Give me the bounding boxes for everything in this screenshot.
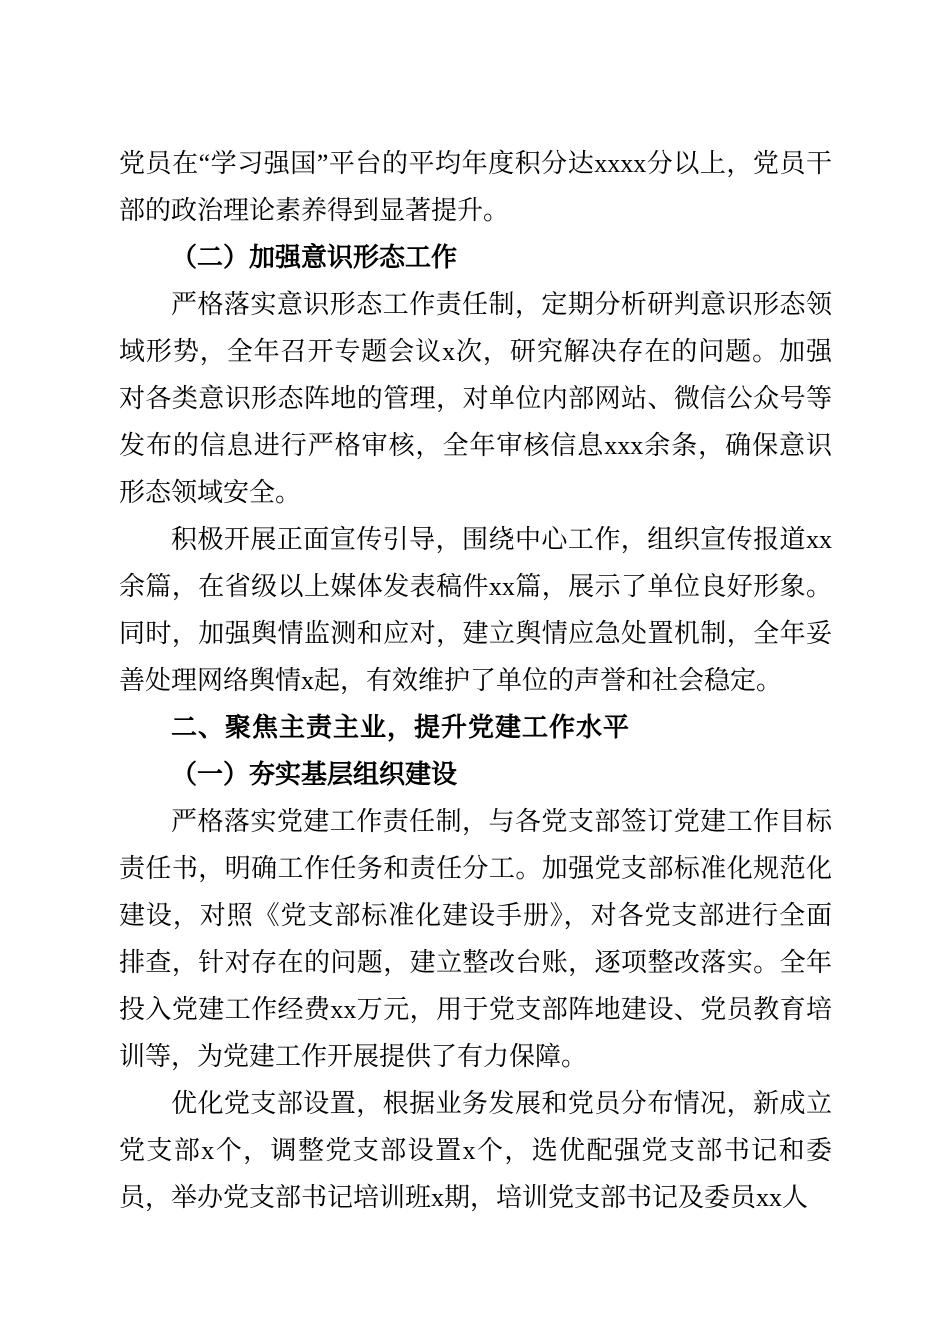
body-paragraph: 积极开展正面宣传引导，围绕中心工作，组织宣传报道xx余篇，在省级以上媒体发表稿件xx篇，展示了单位良好形象。同时，加强舆情监测和应对，建立舆情应急处置机制，全年妥善处理网络舆情x起，有效维护了单位的声誉和社会稳定。 (119, 525, 832, 695)
section-main-heading: 二、聚焦主责主业，提升党建工作水平 (171, 712, 631, 742)
body-paragraph: 严格落实党建工作责任制，与各党支部签订党建工作目标责任书，明确工作任务和责任分工。加强党支部标准化规范化建设，对照《党支部标准化建设手册》，对各党支部进行全面排查，针对存在的问题，建立整改台账，逐项整改落实。全年投入党建工作经费xx万元，用于党支部阵地建设、党员教育培训等，为党建工作开展提供了有力保障。 (119, 807, 832, 1071)
body-paragraph-continued: 党员在“学习强国”平台的平均年度积分达xxxx分以上，党员干部的政治理论素养得到显著提升。 (119, 149, 832, 225)
body-paragraph: 严格落实意识形态工作责任制，定期分析研判意识形态领域形势，全年召开专题会议x次，研究解决存在的问题。加强对各类意识形态阵地的管理，对单位内部网站、微信公众号等发布的信息进行严格审核，全年审核信息xxx余条，确保意识形态领域安全。 (119, 290, 832, 507)
body-paragraph: 优化党支部设置，根据业务发展和党员分布情况，新成立党支部x个，调整党支部设置x个，选优配强党支部书记和委员，举办党支部书记培训班x期，培训党支部书记及委员xx人 (119, 1089, 832, 1212)
section-sub-heading: （二）加强意识形态工作 (171, 243, 458, 272)
section-sub-heading: （一）夯实基层组织建设 (171, 760, 458, 789)
